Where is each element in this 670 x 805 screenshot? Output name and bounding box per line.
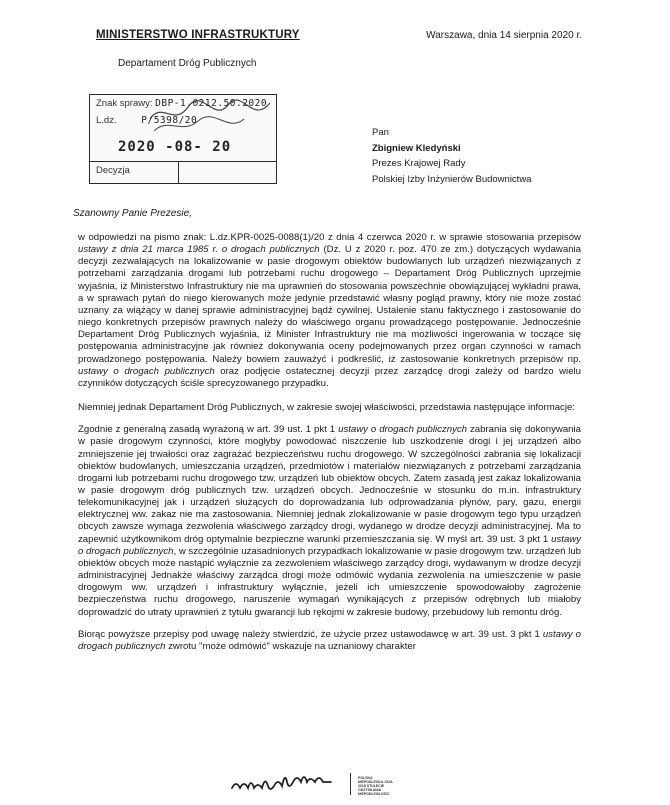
recipient-name: Zbigniew Kledyński — [372, 142, 461, 154]
stamp-date: 2020 -08- 20 — [118, 139, 232, 155]
act-citation: ustawy o drogach publicznych — [338, 424, 467, 436]
ldz-value: P/5398/20 — [141, 115, 198, 126]
body-paragraph — [78, 402, 581, 414]
paragraph-text: zabrania się dokonywania w pasie drogowym czynności, które mogłyby powodować niszczenie lub uszkodzenie drogi i jej urządzeń albo zmniejszenie jej trwałości oraz zagrażać bezpieczeństwu ruchu drogowego. W szczególności zabrania się lokalizacji obiektów budowlanych, umieszczania urządzeń, przedmiotów i materiałów niezwiązanych z potrzebami zarządzania drogami lub potrzebami ruchu drogowego tzw. urządzeń lub obiektów obcych. Zatem zasadą jest zakaz lokalizowania w pasie drogowym dróg publicznych tzw. urządzeń obcych. Jednocześnie w stosunku do m.in. infrastruktury telekomunikacyjnej jak i urządzeń służących do doprowadzania lub odprowadzania płynów, pary, gazu, energii elektrycznej ww. zakaz nie ma zastosowania. Niemniej jednak zlokalizowanie w pasie drogowym tego typu urządzeń obcych zawsze wymaga zezwolenia właściwego zarządcy drogi, wydanego w drodze decyzji administracyjnej. Ma to zapewnić użytkownikom dróg optymalnie bezpieczne warunki przemieszczania się. W myśl art. 39 ust. 3 pkt 1 — [78, 424, 581, 545]
salutation: Szanowny Panie Prezesie, — [73, 208, 192, 219]
act-citation: ustawy o drogach publicznych — [78, 533, 581, 557]
recipient-organization: Polskiej Izby Inżynierów Budownictwa — [372, 173, 532, 185]
paragraph-text: Zgodnie z generalną zasadą wyrażoną w art. 39 ust. 1 pkt 1 — [78, 424, 339, 436]
recipient-block — [372, 125, 531, 187]
act-citation: ustawy o drogach publicznych — [78, 628, 581, 652]
ldz-label: L.dz. — [96, 115, 117, 126]
znak-value: DBP-1.0212.50.2020 — [155, 98, 268, 109]
body-paragraph — [78, 629, 581, 653]
niepodlegla-logo — [228, 770, 428, 800]
body-paragraph — [78, 424, 581, 619]
niepodlegla-signature — [228, 770, 348, 798]
registry-stamp — [89, 94, 277, 184]
letter-date: Warszawa, dnia 14 sierpnia 2020 r. — [426, 30, 582, 41]
logo-caption: POLSKA NIEPODLEGŁA 1918-2018 STULECIE ODZYSKANIA NIEPODLEGŁOŚCI — [358, 776, 394, 796]
stamp-column-divider — [178, 161, 179, 183]
department-name: Departament Dróg Publicznych — [118, 58, 257, 69]
ldz-row — [96, 115, 197, 126]
paragraph-text: (Dz. U z 2020 r. poz. 470 ze zm.) dotyczących wydawania decyzji zezwalających na lokalizowanie w pasie drogowym obiektów budowlanych lub urządzeń niezwiązanych z potrzebami zarządzania drogami lub potrzebami ruchu drogowego – Departament Dróg Publicznych uprzejmie wyjaśnia, iż Ministerstwo Infrastruktury nie ma uprawnień do stosowania powszechnie obowiązującej wykładni prawa, a w sprawach pytań do niego kierowanych może jedynie przedstawić własny pogląd prawny, który nie może zostać uznany za wiążący w danej sprawie administracyjnej bądź cywilnej. Ustalenie stanu faktycznego i zastosowanie do niego konkretnych przepisów prawnych należy do właściwego organu prowadzącego postępowanie. Jednocześnie Departament Dróg Publicznych wyjaśnia, iż Minister Infrastruktury nie ma możliwości ingerowania w toczące się postępowania administracyjne jak również dokonywania oceny podejmowanych przez organ czynności w ramach prowadzonego postępowania. Należy bowiem zauważyć i podkreślić, iż zastosowanie konkretnych przepisów np. — [78, 244, 581, 365]
stamp-divider — [90, 161, 276, 162]
logo-divider — [350, 773, 351, 795]
paragraph-text: oraz podjęcie ostatecznej decyzji przez zarządcę drogi zależy od bardzo wielu czynników dotyczących ściśle sprecyzowanego przypadku. — [78, 365, 581, 389]
decyzja-label: Decyzja — [96, 165, 130, 176]
recipient-position: Prezes Krajowej Rady — [372, 158, 466, 169]
paragraph-text: , w szczególnie uzasadnionych przypadkach lokalizowanie w pasie drogowym tzw. urządzeń lub obiektów obcych może nastąpić wyłącznie za zezwoleniem właściwego zarządcy drogi, wydawanym w drodze decyzji administracyjnej Jednakże właściwy zarządca drogi może odmówić wydania zezwolenia na umieszczenie w pasie drogowym ww. urządzeń i infrastruktury wyłącznie, jeżeli ich umieszczenie spowodowałoby zagrożenie bezpieczeństwa ruchu drogowego, naruszenie wymagań wynikających z przepisów odrębnych lub miałoby doprowadzić do utraty uprawnień z tytułu gwarancji lub rękojmi w zakresie budowy, przebudowy lub remontu dróg. — [78, 545, 581, 618]
paragraph-text: w odpowiedzi na pismo znak: L.dz.KPR-0025-0088(1)/20 z dnia 4 czerwca 2020 r. w sprawie stosowania przepisów — [78, 232, 581, 243]
paragraph-text: Biorąc powyższe przepisy pod uwagę należy stwierdzić, że użycie przez ustawodawcę w art. 39 ust. 3 pkt 1 — [78, 628, 543, 640]
paragraph-text: zwrotu "może odmówić" wskazuje na uznaniowy charakter — [165, 640, 416, 652]
body-paragraph — [78, 232, 581, 390]
letter-body — [78, 232, 581, 665]
act-citation: ustawy o drogach publicznych — [78, 365, 215, 377]
znak-row — [96, 98, 267, 109]
paragraph-text: Niemniej jednak Departament Dróg Publicznych, w zakresie swojej właściwości, przedstawia następujące informacje: — [78, 402, 575, 414]
znak-label: Znak sprawy: — [96, 98, 153, 109]
ministry-name: MINISTERSTWO INFRASTRUKTURY — [96, 29, 300, 41]
recipient-title: Pan — [372, 127, 389, 138]
act-citation: ustawy z dnia 21 marca 1985 r. o drogach publicznych — [78, 244, 320, 256]
